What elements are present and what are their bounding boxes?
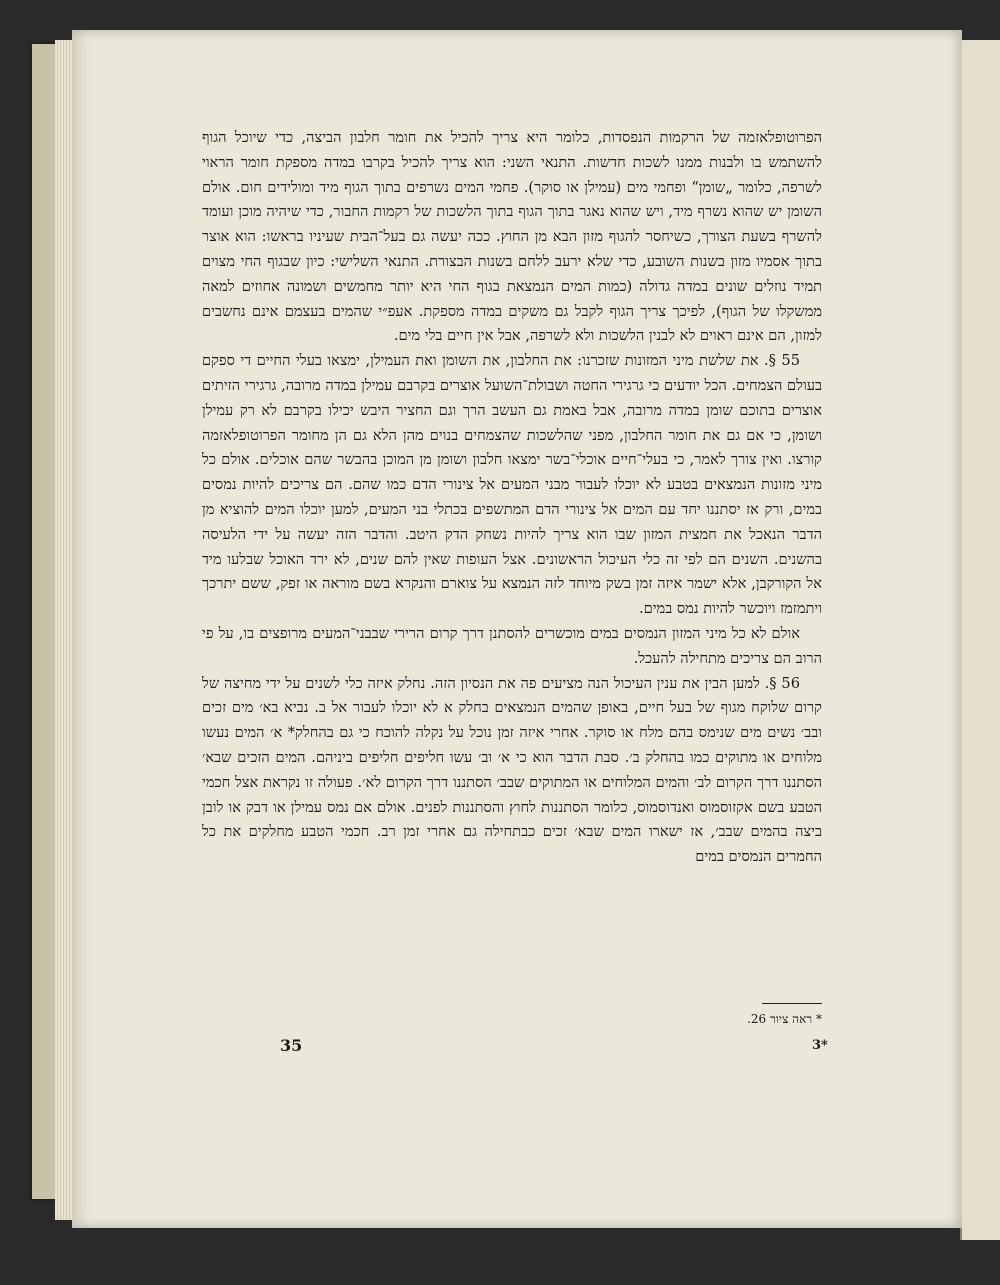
footnote: * ראה ציור 26. xyxy=(747,1012,822,1026)
paragraph-3: אולם לא כל מיני המזון הנמסים במים מוכשרים להסתנן דרך קרום הרירי שבבני־המעים מרופצים בו, על פי הרוב הם צריכים מתחילה להעכל. xyxy=(202,624,822,667)
footnote-divider xyxy=(762,1003,822,1004)
signature-mark: 3* xyxy=(812,1038,828,1053)
body-text xyxy=(202,126,822,870)
paragraph-section-55: 55 §. את שלשת מיני המזונות שזכרנו: את החלבון, את השומן ואת העמילן, ימצאו בעלי החיים די ספקם בעולם הצמחים. הכל יודעים כי גרגירי החטה ושבולת־השועל אוצרים בקרבם עמילן במדה מרובה, גרגירי הזיתים אוצרים בתוכם שומן במדה מרובה, אבל באמת גם העשב הרך וגם החציר היבש יכילו בקרבם לא רק עמילן ושומן, כי אם גם את חומר החלבון, מפני שהלשכות שהצמחים בנוים מהן הלא גם הן מחומר הפרוטופלאזמה קורצו. ואין צורך לאמר, כי בעלי־חיים אוכלי־בשר ימצאו חלבון ושומן מן המוכן בהבשר שהם אוכלים. אולם כל מיני מזונות הנמצאים בטבע לא יוכלו לעבור מבני המעים אל צינורי הדם כמו שהם. הם צריכים להיות נמסים במים, ורק אז יסתננו יחד עם המים אל צינורי הדם המתשפים בכתלי בני המעים, למען יוכלו המים להוציא מן הדבר הנאכל את חמצית המזון שבו הוא צריך להיות נשחק הדק היטב. והדבר הזה יעשה על ידי הלעיסה בהשנים. השנים הם לפי זה כלי העיכול הראשונים. אצל העופות שאין להם שנים, לא ירד האוכל שבלעו מיד אל הקורקבן, אלא ישמר איזה זמן בשק מיוחד לזה הנמצא על צוארם והנקרא בשם מוראה או זפק, ששם יתרכך ויתמזמז ויוכשר להיות נמס במים. xyxy=(202,352,822,618)
paragraph-section-56: 56 §. למען הבין את ענין העיכול הנה מציעים פה את הנסיון הזה. נחלק איזה כלי לשנים על ידי מחיצה של קרום שלוקח מגוף של בעל חיים, באופן שהמים הנמצאים בחלק א לא יוכלו לעבור אל ב. נביא בא׳ מים זכים ובב׳ נשים מים שנימס בהם מלח או סוקר. אחרי איזה זמן נוכל על נקלה להוכח כי גם בהחלק* א׳ המים נעשו מלוחים או מתוקים כמו בהחלק ב׳. סבת הדבר הוא כי א׳ וב׳ עשו חליפים חליפים ביניהם. המים הזכים שבא׳ הסתננו דרך הקרום לב׳ והמים המלוחים או המתוקים שבב׳ הסתננו דרך הקרום לא׳. פעולה זו נקראת אצל חכמי הטבע בשם אקזוסמוס ואנדוסמוס, כלומר הסתננות לחוץ והסתננות לפנים. אולם אם נמס עמילן או דבק או לובן ביצה בהמים שבב׳, אז ישארו המים שבא׳ זכים כבתחילה גם אחרי זמן רב. חכמי הטבע מחלקים את כל החמרים הנמסים במים xyxy=(202,674,822,866)
page-number: 35 xyxy=(280,1036,303,1055)
next-page-edge xyxy=(960,40,1000,1240)
paragraph-1: הפרוטופלאזמה של הרקמות הנפסדות, כלומר היא צריך להכיל את חומר חלבון הביצה, כדי שיוכל הגוף להשתמש בו ולבנות ממנו לשכות חדשות. התנאי השני: הוא צריך להכיל בקרבו במדה מספקת חומר הראוי לשרפה, כלומר „שומן“ ופחמי מים (עמילן או סוקר). פחמי המים נשרפים בתוך הגוף מיד ומולידים חום. אולם השומן יש שהוא נשרף מיד, ויש שהוא נאגר בתוך הגוף בתוך הלשכות של רקמות החבור, כדי שיהיה מוכן ועומד להשרף בשעת הצורך, כשיחסר להגוף מזון הבא מן החוץ. ככה יעשה גם בעל־הבית שעיניו בראשו: הוא אוצר בתוך אסמיו מזון בשנות השובע, כדי שלא ירעב ללחם בשנות הבצורת. התנאי השלישי: כיון שבגוף החי מצוים תמיד נוזלים שונים במדה גדולה (כמות המים הנמצאת בגוף החי היא יותר מחמשים ושמונה אחוזים למאה ממשקלו של הגוף), לפיכך צריך הגוף לקבל גם משקים במדה מספקת. אעפ״י שהמים בעצמם אינם נחשבים למזון, הם אינם ראוים לא לבנין הלשכות ולא לשרפה, אבל אין חיים בלי מים. xyxy=(202,129,822,345)
